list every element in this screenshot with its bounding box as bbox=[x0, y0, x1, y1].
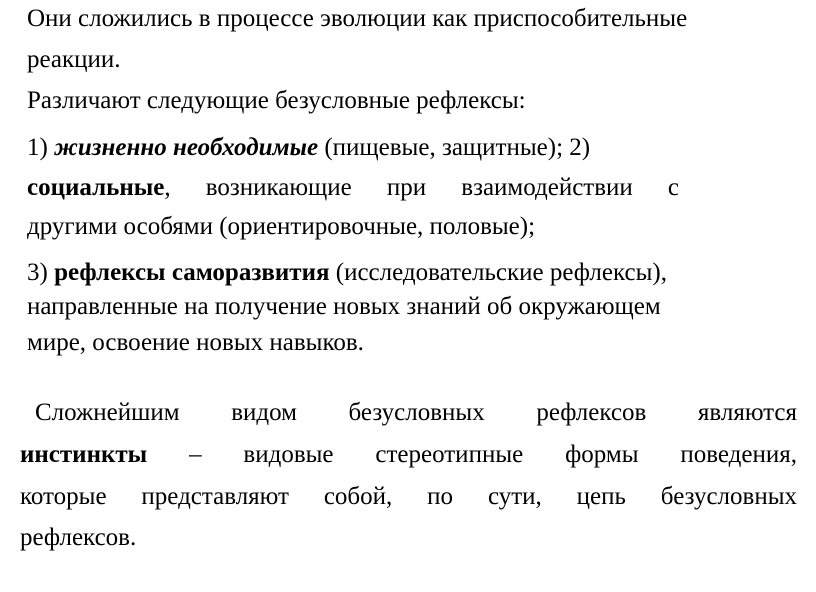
item-1-line bbox=[27, 133, 590, 163]
intro-line-2: реакции. bbox=[27, 46, 121, 73]
item-1-text: (пищевые, защитные); 2) bbox=[324, 134, 591, 161]
item-2-term: социальные bbox=[27, 174, 165, 201]
item-3-line-3: мире, освоение новых навыков. bbox=[27, 329, 364, 356]
intro-line-1: Они сложились в процессе эволюции как приспособительные bbox=[27, 5, 688, 32]
item-3-line-2: направленные на получение новых знаний об окружающем bbox=[27, 293, 661, 320]
item-3-term: рефлексы саморазвития bbox=[54, 259, 330, 286]
instinct-line-3: которые представляют собой, по сути, цепь безусловных bbox=[20, 483, 797, 510]
instinct-line-4: рефлексов. bbox=[20, 524, 137, 551]
item-1-number: 1) bbox=[27, 134, 48, 161]
instinct-line-2 bbox=[20, 440, 797, 470]
instinct-text: – видовые стереотипные формы поведения, bbox=[189, 441, 797, 468]
item-2-line-1 bbox=[27, 173, 679, 203]
item-3-number: 3) bbox=[27, 259, 48, 286]
item-2-line-2: другими особями (ориентировочные, половые); bbox=[27, 213, 536, 240]
instinct-term: инстинкты bbox=[20, 441, 148, 468]
item-2-text: , возникающие при взаимодействии с bbox=[164, 174, 679, 201]
item-1-term: жизненно необходимые bbox=[54, 134, 319, 161]
instinct-line-1: Сложнейшим видом безусловных рефлексов являются bbox=[35, 399, 797, 426]
item-3-line-1 bbox=[27, 258, 667, 288]
item-3-text: (исследовательские рефлексы), bbox=[335, 259, 667, 286]
intro-line-3: Различают следующие безусловные рефлексы: bbox=[27, 87, 526, 114]
